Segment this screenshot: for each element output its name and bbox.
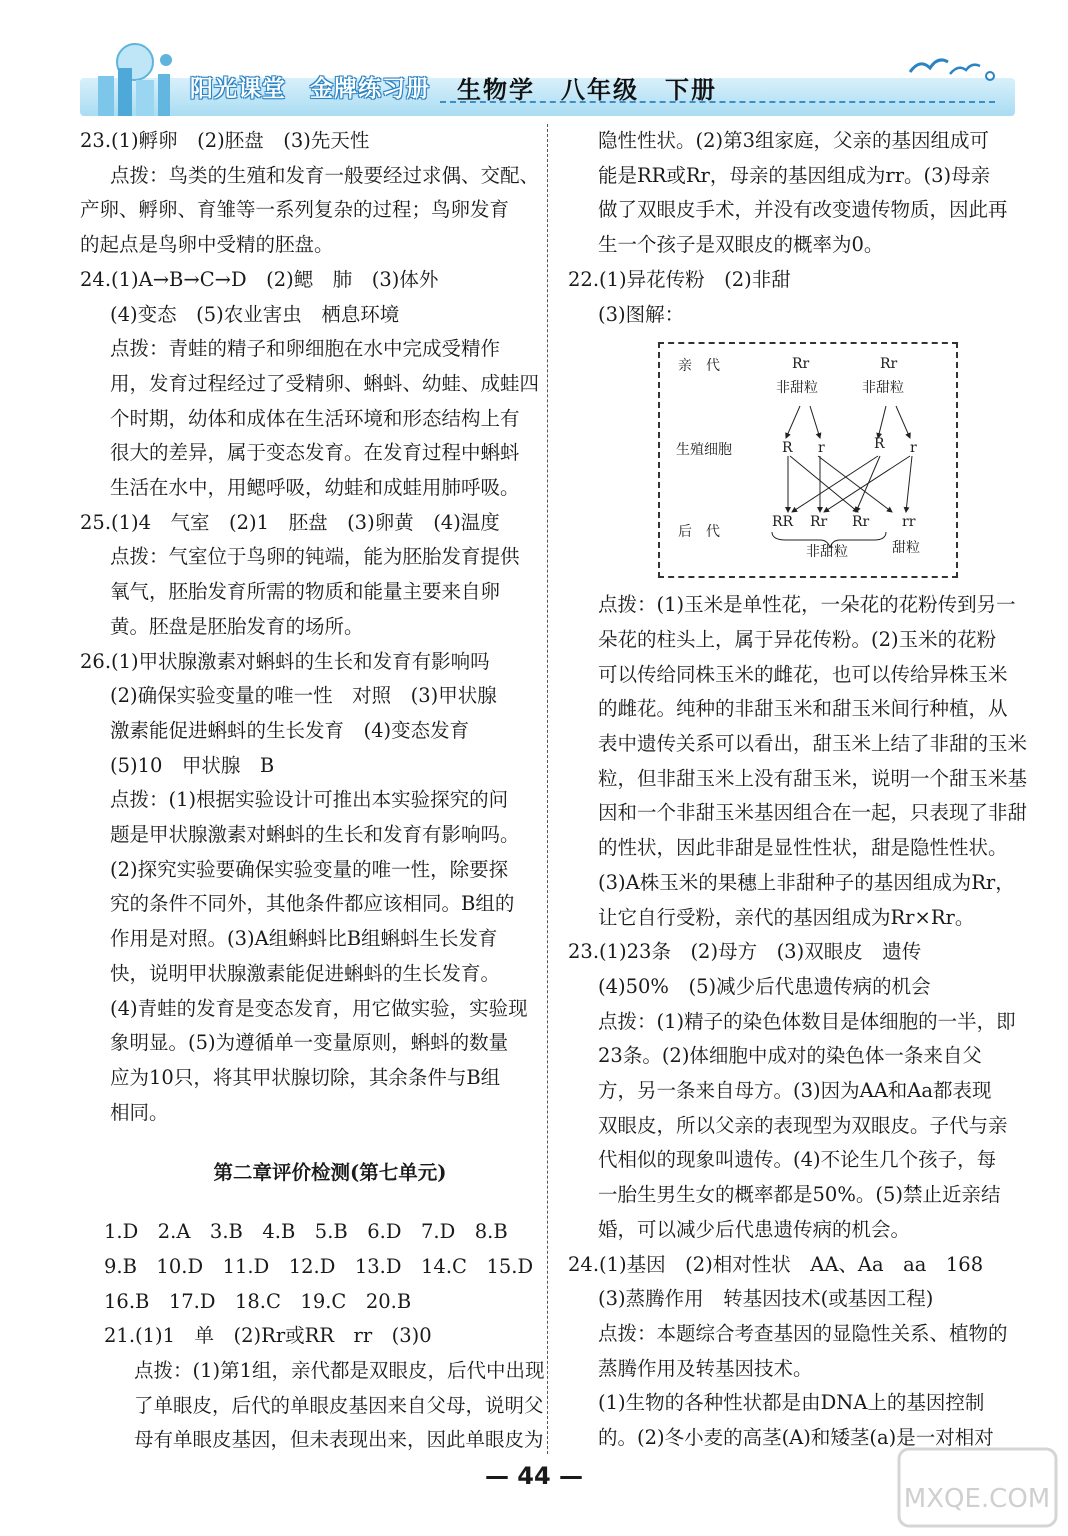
section-title: 第二章评价检测(第七单元) [213, 1161, 447, 1185]
answer-23-right [568, 935, 1038, 1247]
sweet-group-label: 甜粒 [892, 540, 920, 557]
hint-line: 能是RR或Rr，母亲的基因组成为rr。(3)母亲 [598, 163, 991, 187]
answer-21-continued [568, 124, 1038, 263]
header-rule [440, 101, 995, 103]
hint-line: 应为10只，将其甲状腺切除，其余条件与B组 [110, 1065, 501, 1089]
hint-line: 的起点是鸟卵中受精的胚盘。 [80, 233, 334, 257]
multiple-choice-answers [80, 1215, 550, 1319]
hint-line: 相同。 [110, 1100, 169, 1124]
subject-title: 生物学 八年级 下册 [457, 76, 717, 104]
hint-line: 表中遗传关系可以看出，甜玉米上结了非甜的玉米 [598, 732, 1028, 756]
hint-line: 方，另一条来自母方。(3)因为AA和Aa都表现 [598, 1079, 992, 1103]
hint-line: 婚，可以减少后代患遗传病的机会。 [598, 1217, 911, 1241]
offspring-Rr1: Rr [810, 514, 828, 531]
hint-line: 点拨：(1)根据实验设计可推出本实验探究的问 [110, 788, 509, 812]
series-title: 阳光课堂 金牌练习册 [190, 76, 430, 102]
answer-line: (3)图解： [598, 302, 685, 326]
answer-23 [80, 124, 550, 263]
hint-line: 让它自行受粉，亲代的基因组成为Rr×Rr。 [598, 905, 975, 929]
hint-line: 生一个孩子是双眼皮的概率为0。 [598, 233, 884, 257]
answer-line: (3)蒸腾作用 转基因技术(或基因工程) [598, 1287, 934, 1311]
hint-line: 究的条件不同外，其他条件都应该相同。B组的 [110, 892, 515, 916]
answer-line: 24.(1)基因 (2)相对性状 AA、Aa aa 168 [568, 1252, 984, 1276]
answer-22 [568, 263, 1038, 935]
hint-line: 的雌花。纯种的非甜玉米和甜玉米间行种植，从 [598, 697, 1008, 721]
watermark-logo [895, 1445, 1060, 1530]
answer-26 [80, 645, 550, 1131]
hint-line: 的性状，因此非甜是显性性状，甜是隐性性状。 [598, 836, 1008, 860]
gamete-R2: R [874, 436, 885, 453]
header-decoration-icon [80, 40, 190, 118]
watermark-text: MXQE.COM [903, 1484, 1051, 1514]
hint-line: 的。(2)冬小麦的高茎(A)和矮茎(a)是一对相对 [598, 1426, 994, 1450]
answer-line: (5)10 甲状腺 B [110, 753, 275, 777]
answer-line: 22.(1)异花传粉 (2)非甜 [568, 267, 791, 291]
offspring-Rr2: Rr [852, 514, 870, 531]
answer-line: (4)变态 (5)农业害虫 栖息环境 [110, 302, 400, 326]
hint-line: 点拨：气室位于鸟卵的钝端，能为胚胎发育提供 [110, 545, 520, 569]
answer-24 [80, 263, 550, 506]
gamete-R1: R [782, 440, 793, 457]
nonsweet-group-label: 非甜粒 [806, 544, 848, 561]
offspring-RR: RR [772, 514, 794, 531]
hint-line: 点拨：鸟类的生殖和发育一般要经过求偶、交配、 [110, 163, 540, 187]
hint-line: (1)生物的各种性状都是由DNA上的基因控制 [598, 1391, 985, 1415]
hint-line: 点拨：(1)第1组，亲代都是双眼皮，后代中出现 [134, 1358, 545, 1382]
hint-line: 23条。(2)体细胞中成对的染色体一条来自父 [598, 1044, 982, 1068]
parent2-trait: 非甜粒 [862, 380, 904, 397]
hint-line: (4)青蛙的发育是变态发育，用它做实验，实验现 [110, 996, 528, 1020]
answer-line: (2)确保实验变量的唯一性 对照 (3)甲状腺 [110, 684, 497, 708]
answer-line: (4)50% (5)减少后代患遗传病的机会 [598, 974, 931, 998]
parent2-genotype: Rr [880, 356, 898, 373]
hint-line: 朵花的柱头上，属于异花传粉。(2)玉米的花粉 [598, 627, 997, 651]
hint-line: 氧气，胚胎发育所需的物质和能量主要来自卵 [110, 580, 501, 604]
parent1-genotype: Rr [792, 356, 810, 373]
answer-21 [80, 1319, 550, 1458]
hint-line: 了单眼皮，后代的单眼皮基因来自父母，说明父 [134, 1393, 544, 1417]
hint-line: 黄。胚盘是胚胎发育的场所。 [110, 614, 364, 638]
hint-line: 产卵、孵卵、育雏等一系列复杂的过程；鸟卵发育 [80, 198, 510, 222]
hint-line: 快，说明甲状腺激素能促进蝌蚪的生长发育。 [110, 961, 501, 985]
answer-line: 23.(1)孵卵 (2)胚盘 (3)先天性 [80, 129, 370, 152]
hint-line: (3)A株玉米的果穗上非甜种子的基因组成为Rr， [598, 870, 1015, 894]
mc-row: 9.B 10.D 11.D 12.D 13.D 14.C 15.D [104, 1254, 534, 1278]
right-column [568, 124, 1038, 1456]
hint-line: 象明显。(5)为遵循单一变量原则，蝌蚪的数量 [110, 1031, 509, 1055]
hint-line: 蒸腾作用及转基因技术。 [598, 1356, 813, 1380]
gamete-r2: r [910, 440, 917, 457]
gamete-r1: r [818, 440, 825, 457]
offspring-rr: rr [902, 514, 916, 531]
answer-line: 24.(1)A→B→C→D (2)鳃 肺 (3)体外 [80, 267, 439, 291]
hint-line: 用，发育过程经过了受精卵、蝌蚪、幼蛙、成蛙四 [110, 371, 540, 395]
hint-line: 很大的差异，属于变态发育。在发育过程中蝌蚪 [110, 441, 520, 465]
hint-line: 因和一个非甜玉米基因组合在一起，只表现了非甜 [598, 801, 1028, 825]
hint-line: 母有单眼皮基因，但未表现出来，因此单眼皮为 [134, 1428, 544, 1452]
answer-25 [80, 506, 550, 645]
answer-24-right [568, 1248, 1038, 1456]
hint-line: 做了双眼皮手术，并没有改变遗传物质，因此再 [598, 198, 1008, 222]
page-header [0, 0, 1068, 125]
left-column [80, 124, 550, 1458]
parent-label: 亲 代 [678, 358, 720, 375]
answer-line: 26.(1)甲状腺激素对蝌蚪的生长和发育有影响吗 [80, 649, 490, 673]
hint-line: 点拨：(1)玉米是单性花，一朵花的花粉传到另一 [598, 593, 1016, 617]
hint-line: 可以传给同株玉米的雌花，也可以传给异株玉米 [598, 662, 1008, 686]
hint-line: 题是甲状腺激素对蝌蚪的生长和发育有影响吗。 [110, 823, 520, 847]
hint-line: 生活在水中，用鳃呼吸，幼蛙和成蛙用肺呼吸。 [110, 476, 520, 500]
hint-line: 作用是对照。(3)A组蝌蚪比B组蝌蚪生长发育 [110, 927, 498, 951]
answer-line: 21.(1)1 单 (2)Rr或RR rr (3)0 [104, 1324, 432, 1348]
offspring-label: 后 代 [678, 524, 720, 541]
hint-line: 双眼皮，所以父亲的表现型为双眼皮。子代与亲 [598, 1113, 1008, 1137]
mc-row: 16.B 17.D 18.C 19.C 20.B [104, 1289, 412, 1313]
answer-line: 25.(1)4 气室 (2)1 胚盘 (3)卵黄 (4)温度 [80, 510, 500, 534]
hint-line: 代相似的现象叫遗传。(4)不论生几个孩子，每 [598, 1148, 997, 1172]
hint-line: (2)探究实验要确保实验变量的唯一性，除要探 [110, 857, 509, 881]
genetic-cross-diagram [658, 342, 958, 578]
parent1-trait: 非甜粒 [776, 380, 818, 397]
mc-row: 1.D 2.A 3.B 4.B 5.B 6.D 7.D 8.B [104, 1220, 508, 1244]
gamete-label: 生殖细胞 [676, 442, 732, 459]
hint-line: 点拨：(1)精子的染色体数目是体细胞的一半，即 [598, 1009, 1016, 1033]
answer-line: 23.(1)23条 (2)母方 (3)双眼皮 遗传 [568, 940, 922, 964]
page-number: — 44 — [484, 1462, 584, 1490]
answer-line: 激素能促进蝌蚪的生长发育 (4)变态发育 [110, 718, 470, 742]
birds-icon [900, 44, 1020, 84]
hint-line: 个时期，幼体和成体在生活环境和形态结构上有 [110, 406, 520, 430]
hint-line: 隐性性状。(2)第3组家庭，父亲的基因组成可 [598, 129, 990, 152]
hint-line: 点拨：本题综合考查基因的显隐性关系、植物的 [598, 1321, 1008, 1345]
hint-line: 粒，但非甜玉米上没有甜玉米，说明一个甜玉米基 [598, 766, 1028, 790]
hint-line: 点拨：青蛙的精子和卵细胞在水中完成受精作 [110, 337, 501, 361]
hint-line: 一胎生男生女的概率都是50%。(5)禁止近亲结 [598, 1183, 1001, 1207]
